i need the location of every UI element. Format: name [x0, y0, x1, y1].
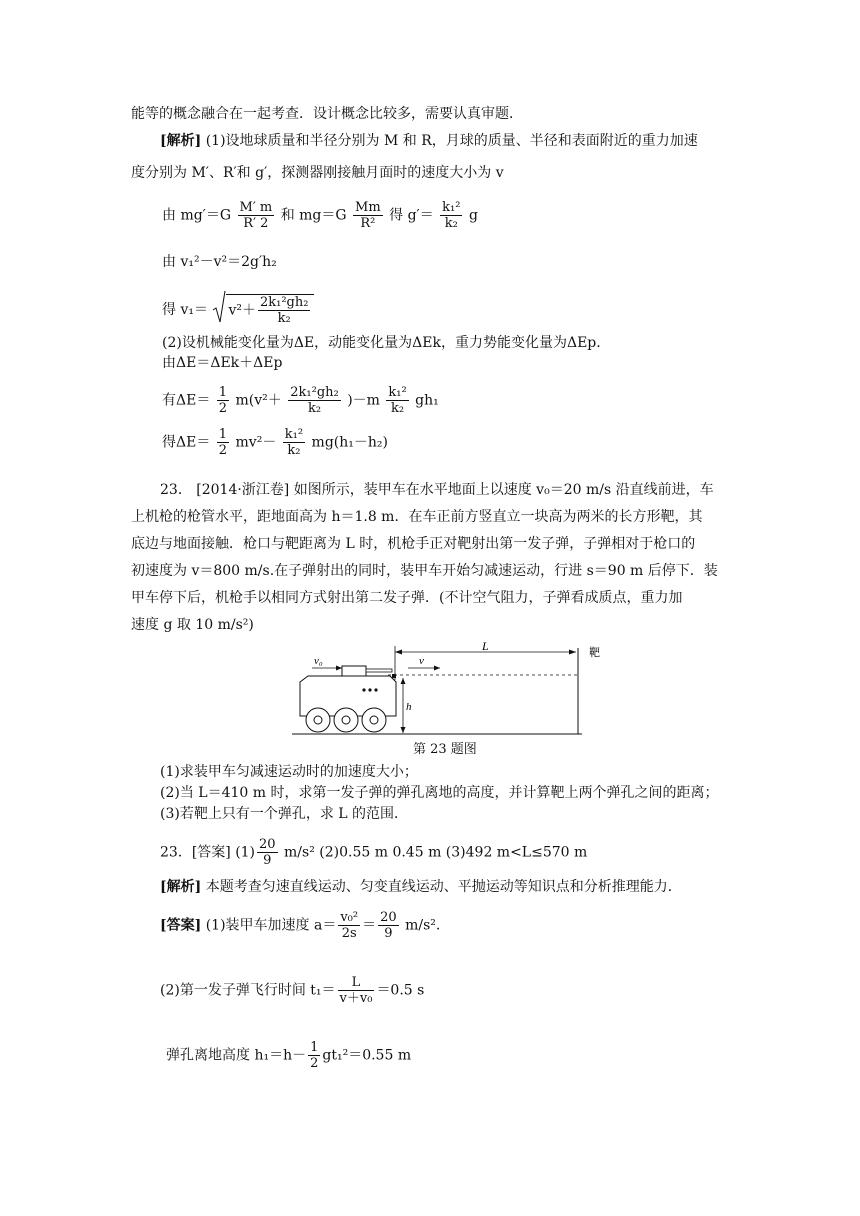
- text-segment: ＝0.5 s: [376, 982, 425, 999]
- fraction: [257, 837, 278, 868]
- numerator: 2k₁²gh₂: [259, 295, 309, 310]
- numerator: 1: [310, 1040, 319, 1055]
- numerator: 20: [380, 910, 397, 925]
- answer-line: [160, 975, 424, 1006]
- text-segment: 本题考查匀速直线运动、匀变直线运动、平抛运动等知识点和分析推理能力．: [201, 879, 682, 895]
- label-v0: v₀: [314, 655, 323, 667]
- equation-line: [162, 200, 478, 231]
- label-h: h: [406, 701, 412, 713]
- answer-tag: [答案]: [160, 917, 202, 934]
- question-line: 甲车停下后，机枪手以相同方式射出第二发子弹．(不计空气阻力，子弹看成质点，重力加: [131, 590, 683, 606]
- eq-segment: v²＋: [228, 302, 256, 319]
- denominator: R′ 2: [243, 216, 269, 231]
- sub-question: (2)当 L＝410 m 时，求第一发子弹的弹孔离地的高度，并计算靶上两个弹孔之间的距离；: [160, 785, 719, 801]
- question-line: 上机枪的枪管水平，距地面高为 h＝1.8 m．在车正前方竖直立一块高为两米的长方形靶，其: [131, 509, 703, 525]
- fraction: [308, 1040, 320, 1071]
- fraction: [386, 385, 408, 416]
- denominator: 2: [310, 1056, 319, 1071]
- denominator: k₂: [307, 401, 322, 416]
- figure-caption: 第 23 题图: [413, 742, 477, 757]
- eq-segment: )－m: [347, 392, 380, 409]
- equation-line: [162, 385, 439, 416]
- answer-segment: 23．[答案] (1): [160, 844, 256, 861]
- numerator: 20: [259, 837, 276, 852]
- text-line: [160, 131, 698, 151]
- numerator: v₀²: [340, 910, 359, 925]
- eq-segment: m(v²＋: [235, 392, 282, 409]
- answer-line: [166, 1040, 411, 1071]
- label-target: 靶: [589, 647, 600, 659]
- fraction: [440, 200, 462, 231]
- eq-segment: mv²－: [235, 434, 277, 451]
- eq-segment: gh₁: [415, 392, 439, 409]
- fraction: [283, 427, 305, 458]
- analysis-line: [160, 877, 682, 897]
- fraction: [338, 975, 375, 1006]
- sub-question: (3)若靶上只有一个弹孔，求 L 的范围．: [160, 806, 409, 822]
- sqrt-body: [226, 294, 314, 326]
- fraction: [217, 427, 229, 458]
- tank-target-figure: [290, 640, 610, 740]
- denominator: 2: [218, 401, 228, 416]
- numerator: k₁²: [388, 385, 407, 400]
- sub-question: (1)求装甲车匀减速运动时的加速度大小；: [160, 764, 418, 780]
- fraction: [288, 385, 340, 416]
- equation-line: [162, 290, 314, 330]
- text-line: 能等的概念融合在一起考查．设计概念比较多，需要认真审题．: [131, 106, 523, 122]
- equation-line: 由ΔE＝ΔEk＋ΔEp: [162, 355, 283, 371]
- analysis-tag: [解析]: [160, 879, 202, 895]
- eq-segment: g: [468, 207, 478, 224]
- numerator: k₁²: [442, 200, 461, 215]
- text-segment: (2)第一发子弹飞行时间 t₁＝: [160, 982, 336, 999]
- fraction: [378, 910, 399, 941]
- denominator: 2: [218, 443, 228, 458]
- eq-segment: 得ΔE＝: [162, 434, 211, 451]
- answer-line: [160, 910, 440, 941]
- question-line: 底边与地面接触．枪口与靶距离为 L 时，机枪手正对靶射出第一发子弹，子弹相对于枪口的: [131, 536, 696, 552]
- text-line: (2)设机械能变化量为ΔE，动能变化量为ΔEk，重力势能变化量为ΔEp.: [162, 335, 601, 351]
- numerator: 2k₁²gh₂: [290, 385, 339, 400]
- denominator: 9: [263, 853, 272, 868]
- text-segment: gt₁²＝0.55 m: [322, 1047, 412, 1064]
- numerator: 1: [218, 427, 228, 442]
- fraction: [217, 385, 229, 416]
- equation-line: [162, 427, 388, 458]
- eq-segment: 和 mg＝G: [280, 207, 347, 224]
- text-segment: m/s².: [400, 917, 441, 934]
- question-line: 速度 g 取 10 m/s²): [131, 617, 254, 633]
- eq-segment: 得 g′＝: [389, 207, 434, 224]
- eq-segment: 得 v₁＝: [162, 302, 208, 318]
- denominator: v＋v₀: [339, 991, 373, 1006]
- answer-segment: m/s² (2)0.55 m 0.45 m (3)492 m<L≤570 m: [279, 844, 588, 861]
- eq-segment: mg(h₁－h₂): [311, 434, 388, 451]
- denominator: k₂: [277, 311, 291, 326]
- label-v: v: [419, 655, 424, 667]
- eq-segment: 有ΔE＝: [162, 392, 211, 409]
- numerator: k₁²: [284, 427, 304, 442]
- fraction: [338, 910, 360, 941]
- text-segment: (1)装甲车加速度 a＝: [201, 917, 337, 934]
- text-segment: (1)设地球质量和半径分别为 M 和 R，月球的质量、半径和表面附近的重力加速: [201, 133, 698, 149]
- denominator: 2s: [341, 926, 357, 941]
- question-line: 初速度为 v＝800 m/s.在子弹射出的同时，装甲车开始匀减速运动，行进 s＝90 m 后停下．装: [131, 563, 718, 579]
- analysis-tag: [解析]: [160, 133, 202, 149]
- answer-line: [160, 837, 587, 868]
- text-line: 度分别为 M′、R′和 g′，探测器刚接触月面时的速度大小为 v: [131, 165, 504, 181]
- eq-segment: 由 mg′＝G: [162, 207, 232, 224]
- numerator: L: [338, 975, 375, 991]
- text-segment: 弹孔离地高度 h₁＝h－: [166, 1047, 307, 1064]
- equation-line: 由 v₁²－v²＝2g′h₂: [162, 254, 277, 270]
- label-L: L: [482, 640, 489, 653]
- denominator: k₂: [391, 401, 405, 416]
- fraction: [258, 295, 310, 326]
- sqrt-icon: [212, 290, 226, 330]
- fraction: [353, 200, 383, 231]
- fraction: [238, 200, 275, 231]
- numerator: M′ m: [239, 200, 273, 215]
- numerator: Mm: [355, 200, 381, 215]
- numerator: 1: [218, 385, 228, 400]
- denominator: k₂: [287, 443, 301, 458]
- question-line: 23． [2014·浙江卷] 如图所示，装甲车在水平地面上以速度 v₀＝20 m/s 沿直线前进，车: [160, 482, 714, 498]
- text-segment: ＝: [362, 917, 377, 934]
- denominator: 9: [384, 926, 393, 941]
- denominator: R²: [360, 216, 376, 231]
- denominator: k₂: [444, 216, 458, 231]
